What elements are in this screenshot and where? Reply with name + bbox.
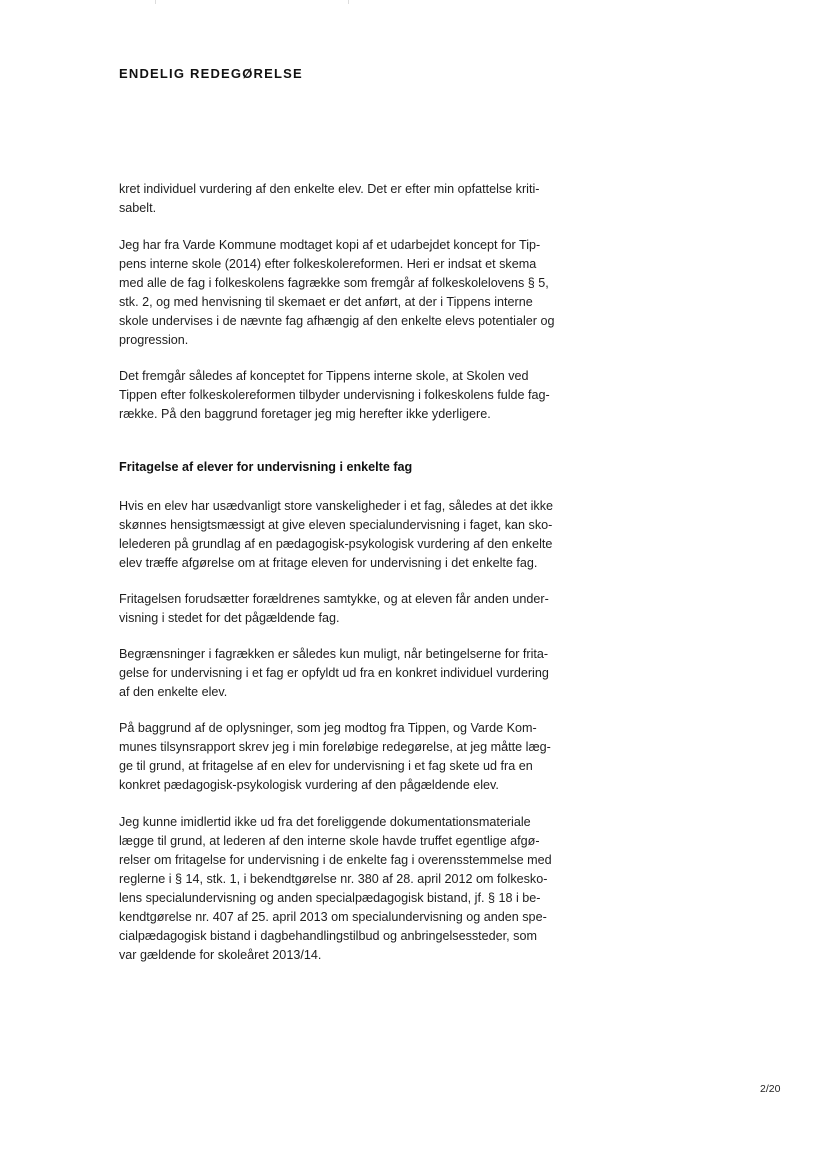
- paragraph-line: var gældende for skoleåret 2013/14.: [119, 948, 322, 962]
- paragraph-line: lens specialundervisning og anden specialpædagogisk bistand, jf. § 18 i be-: [119, 891, 541, 905]
- paragraph-line: pens interne skole (2014) efter folkeskolereformen. Heri er indsat et skema: [119, 257, 537, 271]
- paragraph-line: lægge til grund, at lederen af den interne skole havde truffet egentlige afgø-: [119, 834, 540, 848]
- paragraph-line: med alle de fag i folkeskolens fagrække som fremgår af folkeskolelovens § 5,: [119, 276, 549, 290]
- paragraph-line: På baggrund af de oplysninger, som jeg modtog fra Tippen, og Varde Kom-: [119, 721, 537, 735]
- paragraph-line: Fritagelsen forudsætter forældrenes samtykke, og at eleven får anden under-: [119, 592, 549, 606]
- paragraph-line: skole undervises i de nævnte fag afhængig af den enkelte elevs potentialer og: [119, 314, 555, 328]
- paragraph-line: konkret pædagogisk-psykologisk vurdering af den pågældende elev.: [119, 778, 499, 792]
- paragraph-line: Jeg kunne imidlertid ikke ud fra det foreliggende dokumentationsmateriale: [119, 815, 531, 829]
- paragraph-line: Det fremgår således af konceptet for Tippens interne skole, at Skolen ved: [119, 369, 529, 383]
- paragraph-line: kret individuel vurdering af den enkelte elev. Det er efter min opfattelse kriti-: [119, 182, 540, 196]
- paragraph-line: stk. 2, og med henvisning til skemaet er det anført, at der i Tippens interne: [119, 295, 533, 309]
- document-header: ENDELIG REDEGØRELSE: [119, 66, 303, 81]
- paragraph-line: ge til grund, at fritagelse af en elev for undervisning i et fag skete ud fra en: [119, 759, 533, 773]
- paragraph-line: sabelt.: [119, 201, 157, 215]
- section-heading: Fritagelse af elever for undervisning i enkelte fag: [119, 460, 413, 474]
- paragraph-line: skønnes hensigtsmæssigt at give eleven specialundervisning i faget, kan sko-: [119, 518, 553, 532]
- page-number: 2/20: [760, 1083, 781, 1095]
- paragraph-line: af den enkelte elev.: [119, 685, 228, 699]
- scan-artifact: [348, 0, 349, 4]
- paragraph-line: munes tilsynsrapport skrev jeg i min foreløbige redegørelse, at jeg måtte læg-: [119, 740, 551, 754]
- paragraph-line: Tippen efter folkeskolereformen tilbyder undervisning i folkeskolens fulde fag-: [119, 388, 550, 402]
- paragraph-line: lelederen på grundlag af en pædagogisk-psykologisk vurdering af den enkelte: [119, 537, 553, 551]
- paragraph-line: Hvis en elev har usædvanligt store vanskeligheder i et fag, således at det ikke: [119, 499, 554, 513]
- scan-artifact: [155, 0, 156, 4]
- paragraph-line: kendtgørelse nr. 407 af 25. april 2013 om specialundervisning og anden spe-: [119, 910, 547, 924]
- paragraph-line: reglerne i § 14, stk. 1, i bekendtgørelse nr. 380 af 28. april 2012 om folkesko-: [119, 872, 548, 886]
- paragraph-line: Jeg har fra Varde Kommune modtaget kopi af et udarbejdet koncept for Tip-: [119, 238, 541, 252]
- paragraph-line: relser om fritagelse for undervisning i de enkelte fag i overensstemmelse med: [119, 853, 552, 867]
- paragraph-line: Begrænsninger i fagrækken er således kun muligt, når betingelserne for frita-: [119, 647, 549, 661]
- paragraph-line: gelse for undervisning i et fag er opfyldt ud fra en konkret individuel vurdering: [119, 666, 549, 680]
- paragraph-line: cialpædagogisk bistand i dagbehandlingstilbud og anbringelsessteder, som: [119, 929, 537, 943]
- paragraph-line: elev træffe afgørelse om at fritage eleven for undervisning i det enkelte fag.: [119, 556, 538, 570]
- paragraph-line: visning i stedet for det pågældende fag.: [119, 611, 340, 625]
- paragraph-line: række. På den baggrund foretager jeg mig herefter ikke yderligere.: [119, 407, 491, 421]
- paragraph-line: progression.: [119, 333, 189, 347]
